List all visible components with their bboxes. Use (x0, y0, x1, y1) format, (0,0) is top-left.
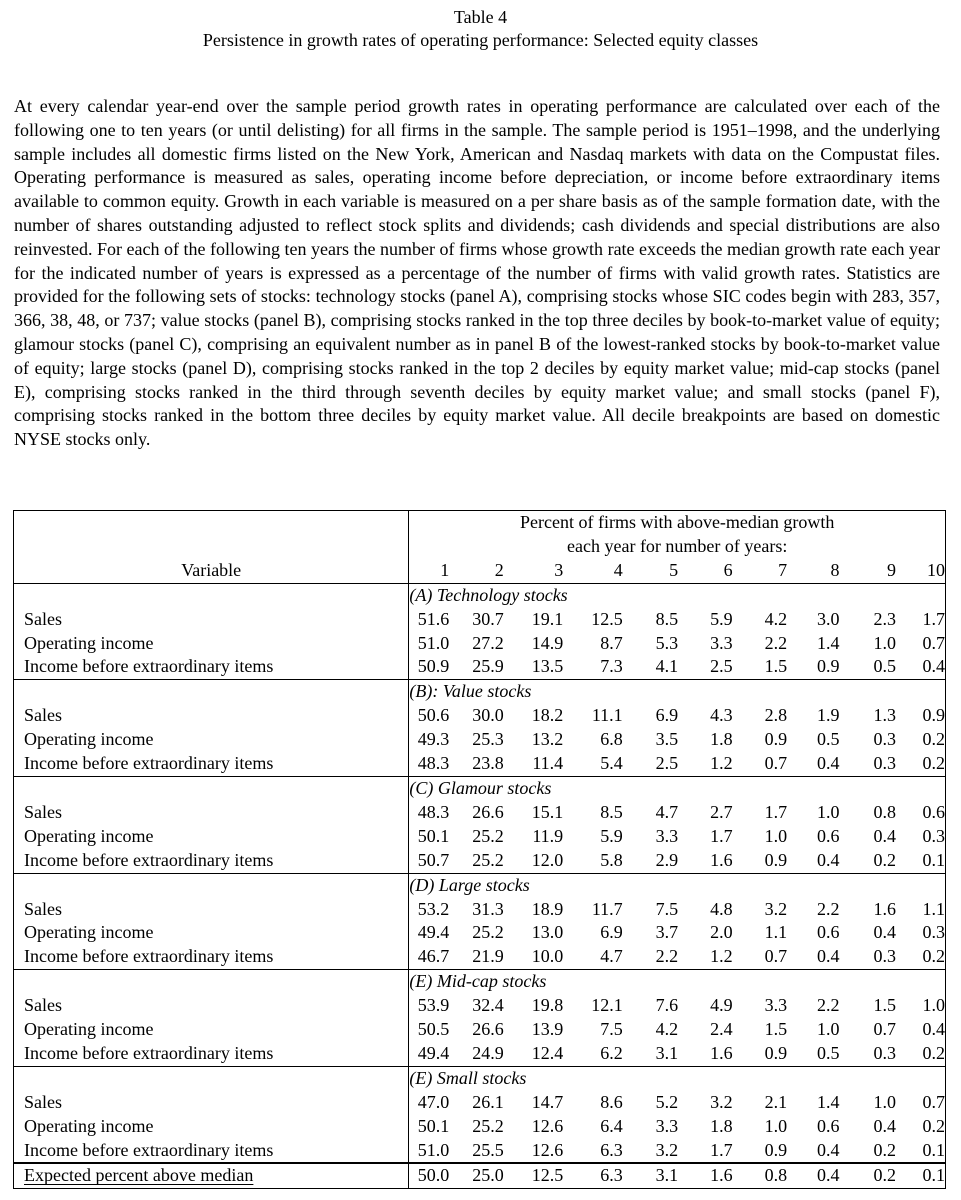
table-cell: 6.3 (600, 1139, 623, 1160)
table-cell: 14.7 (531, 1091, 564, 1112)
table-cell: 0.9 (764, 849, 788, 870)
table-cell: 26.6 (472, 1019, 504, 1040)
table-cell: 3.1 (623, 1163, 678, 1188)
table-cell: 2.2 (817, 898, 840, 919)
table-cell: 0.5 (817, 1042, 840, 1063)
table-cell: 50.9 (409, 655, 449, 679)
table-cell: 1.7 (710, 825, 733, 846)
table-cell: 49.4 (409, 921, 449, 945)
group-header-line1: Percent of firms with above-median growth (409, 511, 946, 535)
table-cell: 0.2 (922, 729, 945, 750)
table-cell: 11.7 (591, 898, 623, 919)
table-cell: 1.0 (922, 995, 945, 1016)
table-cell: 1.0 (764, 1115, 788, 1136)
table-cell: 1.7 (710, 1139, 733, 1160)
table-cell: 1.5 (764, 656, 788, 677)
table-cell: 1.2 (710, 753, 733, 774)
panel-title: (D) Large stocks (409, 873, 946, 897)
year-header-7: 7 (778, 559, 788, 580)
row-label: Operating income (24, 922, 154, 943)
table-cell: 2.2 (655, 946, 679, 967)
table-header (14, 511, 946, 584)
table-cell: 46.7 (409, 945, 449, 969)
table-label: Table 4 (453, 7, 508, 27)
table-cell: 1.7 (764, 801, 788, 822)
table-cell: 49.4 (409, 1042, 449, 1066)
table-cell: 3.2 (655, 1139, 679, 1160)
row-label: Income before extraordinary items (24, 1139, 274, 1160)
table-cell: 1.4 (817, 1091, 840, 1112)
row-label: Operating income (24, 825, 154, 846)
table-cell: 12.0 (531, 849, 564, 870)
table-cell: 30.7 (472, 608, 504, 629)
table-cell: 19.8 (531, 995, 564, 1016)
table-cell: 12.1 (591, 995, 623, 1016)
table-cell: 1.0 (764, 825, 788, 846)
row-label: Operating income (24, 632, 154, 653)
table-row (14, 655, 946, 679)
table-cell: 11.9 (532, 825, 564, 846)
table-cell: 51.0 (409, 1139, 449, 1164)
table-cell: 0.2 (873, 849, 896, 870)
year-header-10: 10 (927, 559, 945, 580)
table-cell: 1.8 (710, 1115, 733, 1136)
table-cell: 51.6 (409, 608, 449, 632)
variable-header: Variable (181, 559, 242, 580)
table-cell: 14.9 (531, 632, 564, 653)
table-cell: 50.0 (409, 1163, 449, 1188)
table-body (14, 583, 946, 1189)
row-label: Sales (24, 995, 62, 1016)
row-label: Operating income (24, 729, 154, 750)
table-cell: 1.0 (817, 1019, 840, 1040)
table-cell: 2.4 (710, 1019, 733, 1040)
row-label: Income before extraordinary items (24, 849, 274, 870)
table-cell: 0.4 (873, 1115, 896, 1136)
table-row (14, 801, 946, 825)
table-cell: 25.2 (472, 849, 504, 870)
table-row (14, 945, 946, 969)
table-cell: 3.5 (655, 729, 679, 750)
table-cell: 12.6 (531, 1115, 564, 1136)
table-cell: 7.5 (600, 1019, 623, 1040)
table-cell: 1.2 (710, 946, 733, 967)
table-cell: 8.6 (600, 1091, 623, 1112)
data-table (13, 510, 946, 1189)
table-cell: 7.6 (655, 995, 679, 1016)
table-cell: 8.7 (600, 632, 623, 653)
table-cell: 0.3 (873, 753, 896, 774)
table-row (14, 752, 946, 776)
table-cell: 12.6 (531, 1139, 564, 1160)
row-label: Income before extraordinary items (24, 656, 274, 677)
year-header-5: 5 (669, 559, 679, 580)
table-cell: 3.3 (655, 1115, 679, 1136)
table-row (14, 608, 946, 632)
table-cell: 53.9 (409, 994, 449, 1018)
table-cell: 4.3 (710, 705, 733, 726)
table-cell: 4.2 (764, 608, 788, 629)
row-label: Sales (24, 608, 62, 629)
table-row (14, 632, 946, 656)
table-cell: 47.0 (409, 1091, 449, 1115)
table-cell: 0.4 (817, 1139, 840, 1160)
table-cell: 2.2 (764, 632, 788, 653)
table-cell: 1.6 (710, 1042, 733, 1063)
table-cell: 6.9 (600, 922, 623, 943)
table-cell: 0.4 (873, 922, 896, 943)
table-cell: 0.7 (873, 1019, 896, 1040)
panel-title-row (14, 776, 946, 800)
year-header-4: 4 (613, 559, 623, 580)
table-cell: 19.1 (531, 608, 564, 629)
table-cell: 3.2 (764, 898, 788, 919)
table-cell: 25.2 (472, 1115, 504, 1136)
table-cell: 32.4 (472, 995, 504, 1016)
table-cell: 3.2 (710, 1091, 733, 1112)
table-cell: 2.0 (710, 922, 733, 943)
table-cell: 0.8 (873, 801, 896, 822)
table-row (14, 921, 946, 945)
table-cell: 5.9 (710, 608, 733, 629)
year-header-1: 1 (409, 559, 449, 583)
table-cell: 6.9 (655, 705, 679, 726)
table-cell: 0.4 (817, 946, 840, 967)
table-cell: 5.9 (600, 825, 623, 846)
table-cell: 50.1 (409, 825, 449, 849)
table-cell: 1.6 (710, 849, 733, 870)
table-cell: 4.7 (600, 946, 623, 967)
table-cell: 50.1 (409, 1115, 449, 1139)
table-cell: 1.6 (873, 898, 896, 919)
table-cell: 1.7 (922, 608, 945, 629)
table-cell: 27.2 (472, 632, 504, 653)
expected-row-label: Expected percent above median (24, 1165, 254, 1186)
table-cell: 0.9 (922, 705, 945, 726)
table-row (14, 898, 946, 922)
table-cell: 5.2 (655, 1091, 679, 1112)
table-cell: 0.3 (922, 825, 945, 846)
table-cell: 0.3 (873, 729, 896, 750)
table-cell: 18.2 (531, 705, 564, 726)
table-cell: 0.4 (817, 849, 840, 870)
row-label: Sales (24, 801, 62, 822)
table-row (14, 1018, 946, 1042)
table-cell: 2.2 (817, 995, 840, 1016)
table-cell: 2.8 (764, 705, 788, 726)
table-row (14, 1042, 946, 1066)
table-cell: 50.6 (409, 704, 449, 728)
year-header-row (14, 559, 946, 583)
row-label: Sales (24, 705, 62, 726)
table-cell: 1.3 (873, 705, 896, 726)
year-header-8: 8 (830, 559, 840, 580)
year-header-6: 6 (723, 559, 733, 580)
row-label: Income before extraordinary items (24, 753, 274, 774)
table-cell: 6.2 (600, 1042, 623, 1063)
table-cell: 4.2 (655, 1019, 679, 1040)
table-row (14, 1139, 946, 1164)
table-cell: 31.3 (472, 898, 504, 919)
table-cell: 7.5 (655, 898, 679, 919)
table-cell: 24.9 (472, 1042, 504, 1063)
table-cell: 0.6 (817, 922, 840, 943)
table-cell: 0.4 (787, 1163, 839, 1188)
table-row (14, 849, 946, 873)
table-cell: 30.0 (472, 705, 504, 726)
table-cell: 12.5 (504, 1163, 564, 1188)
row-label: Operating income (24, 1115, 154, 1136)
table-cell: 0.2 (922, 1115, 945, 1136)
table-cell: 3.3 (710, 632, 733, 653)
panel-title-row (14, 970, 946, 994)
abstract-paragraph: At every calendar year-end over the sample period growth rates in operating performance are calculated over each of the following one to ten years (or until delisting) for all firms in the sample. The sample period is 1951–1998, and the underlying sample includes all domestic firms listed on the New York, American and Nasdaq markets with data on the Compustat files. Operating performance is measured as sales, operating income before depreciation, or income before extraordinary items available to common equity. Growth in each variable is measured on a per share basis as of the sample formation date, with the number of shares outstanding adjusted to reflect stock splits and dividends; cash dividends and special distributions are also reinvested. For each of the following ten years the number of firms whose growth rate exceeds the median growth rate each year for the indicated number of years is expressed as a percentage of the number of firms with valid growth rates. Statistics are provided for the following sets of stocks: technology stocks (panel A), comprising stocks whose SIC codes begin with 283, 357, 366, 38, 48, or 737; value stocks (panel B), comprising stocks ranked in the top three deciles by book-to-market value of equity; glamour stocks (panel C), comprising an equivalent number as in panel B of the lowest-ranked stocks by book-to-market value of equity; large stocks (panel D), comprising stocks ranked in the top 2 deciles by equity market value; mid-cap stocks (panel E), comprising stocks ranked in the third through seventh deciles by equity market value; and small stocks (panel F), comprising stocks ranked in the bottom three deciles by equity market value. All decile breakpoints are based on domestic NYSE stocks only. (14, 96, 940, 450)
table-cell: 0.2 (873, 1139, 896, 1160)
table-cell: 0.9 (764, 729, 788, 750)
table-cell: 1.1 (764, 922, 788, 943)
panel-title: (B): Value stocks (409, 680, 946, 704)
row-label: Sales (24, 898, 62, 919)
table-cell: 0.7 (764, 946, 788, 967)
table-cell: 3.0 (817, 608, 840, 629)
table-cell: 0.1 (922, 849, 945, 870)
table-cell: 1.8 (710, 729, 733, 750)
table-cell: 5.3 (655, 632, 679, 653)
table-cell: 23.8 (472, 753, 504, 774)
table-cell: 26.6 (472, 801, 504, 822)
table-cell: 0.1 (922, 1139, 945, 1160)
table-cell: 1.0 (873, 632, 896, 653)
table-cell: 3.3 (764, 995, 788, 1016)
table-cell: 25.5 (472, 1139, 504, 1160)
table-cell: 1.5 (873, 995, 896, 1016)
table-cell: 8.5 (655, 608, 679, 629)
table-cell: 3.1 (655, 1042, 679, 1063)
table-cell: 0.8 (733, 1163, 787, 1188)
table-cell: 50.5 (409, 1018, 449, 1042)
table-cell: 1.6 (678, 1163, 732, 1188)
table-cell: 11.1 (591, 705, 623, 726)
table-cell: 4.8 (710, 898, 733, 919)
table-cell: 1.1 (922, 898, 945, 919)
table-row (14, 728, 946, 752)
table-cell: 25.9 (472, 656, 504, 677)
table-cell: 0.7 (764, 753, 788, 774)
panel-title-row (14, 873, 946, 897)
title-block (0, 6, 961, 52)
table-cell: 0.4 (922, 1019, 945, 1040)
table-cell: 15.1 (531, 801, 564, 822)
table-cell: 13.9 (531, 1019, 564, 1040)
table-cell: 4.9 (710, 995, 733, 1016)
table-cell: 10.0 (531, 946, 564, 967)
table-cell: 0.9 (764, 1139, 788, 1160)
row-label: Operating income (24, 1019, 154, 1040)
table-cell: 12.4 (531, 1042, 564, 1063)
table-cell: 13.0 (531, 922, 564, 943)
year-header-2: 2 (494, 559, 504, 580)
table-cell: 21.9 (472, 946, 504, 967)
table-cell: 2.9 (655, 849, 679, 870)
table-cell: 6.3 (563, 1163, 623, 1188)
table-cell: 2.1 (764, 1091, 788, 1112)
table-cell: 8.5 (600, 801, 623, 822)
table-cell: 0.6 (817, 825, 840, 846)
row-label: Income before extraordinary items (24, 946, 274, 967)
group-header-line2: each year for number of years: (409, 535, 946, 559)
table-cell: 50.7 (409, 849, 449, 873)
panel-title-row (14, 680, 946, 704)
row-label: Sales (24, 1091, 62, 1112)
table-cell: 0.4 (817, 753, 840, 774)
table-cell: 2.7 (710, 801, 733, 822)
table-cell: 48.3 (409, 752, 449, 776)
table-cell: 25.3 (472, 729, 504, 750)
row-label: Income before extraordinary items (24, 1042, 274, 1063)
table-cell: 0.2 (922, 753, 945, 774)
panel-title: (E) Small stocks (409, 1066, 946, 1090)
table-cell: 6.4 (600, 1115, 623, 1136)
table-cell: 25.0 (449, 1163, 503, 1188)
table-cell: 0.9 (817, 656, 840, 677)
table-cell: 0.1 (896, 1163, 946, 1188)
table-cell: 6.8 (600, 729, 623, 750)
table-row (14, 704, 946, 728)
table-cell: 4.1 (655, 656, 679, 677)
panel-title: (E) Mid-cap stocks (409, 970, 946, 994)
table-cell: 5.8 (600, 849, 623, 870)
table-cell: 1.4 (817, 632, 840, 653)
year-header-3: 3 (554, 559, 564, 580)
table-cell: 4.7 (655, 801, 679, 822)
table-cell: 3.3 (655, 825, 679, 846)
table-cell: 0.3 (873, 946, 896, 967)
table-cell: 2.5 (655, 753, 679, 774)
table-cell: 1.0 (817, 801, 840, 822)
table-cell: 13.5 (531, 656, 564, 677)
table-cell: 11.4 (532, 753, 564, 774)
table-caption: Persistence in growth rates of operating performance: Selected equity classes (202, 30, 759, 50)
table-cell: 26.1 (472, 1091, 504, 1112)
table-cell: 25.2 (472, 922, 504, 943)
table-cell: 1.5 (764, 1019, 788, 1040)
table-cell: 0.7 (922, 1091, 945, 1112)
panel-title: (A) Technology stocks (409, 583, 946, 607)
table-cell: 0.4 (922, 656, 945, 677)
table-cell: 0.2 (922, 1042, 945, 1063)
table-cell: 0.6 (817, 1115, 840, 1136)
table-row (14, 1091, 946, 1115)
table-cell: 51.0 (409, 632, 449, 656)
table-cell: 25.2 (472, 825, 504, 846)
table-cell: 2.3 (873, 608, 896, 629)
table-row (14, 1115, 946, 1139)
table-cell: 0.5 (817, 729, 840, 750)
table-cell: 2.5 (710, 656, 733, 677)
year-header-9: 9 (886, 559, 896, 580)
panel-title: (C) Glamour stocks (409, 776, 946, 800)
table-cell: 7.3 (600, 656, 623, 677)
table-cell: 0.6 (922, 801, 945, 822)
table-cell: 0.7 (922, 632, 945, 653)
table-cell: 0.2 (922, 946, 945, 967)
table-cell: 5.4 (600, 753, 623, 774)
table-cell: 1.9 (817, 705, 840, 726)
table-cell: 12.5 (591, 608, 623, 629)
panel-title-row (14, 1066, 946, 1090)
table-cell: 0.4 (873, 825, 896, 846)
table-row (14, 825, 946, 849)
table-cell: 0.9 (764, 1042, 788, 1063)
table-cell: 49.3 (409, 728, 449, 752)
panel-title-row (14, 583, 946, 607)
table-cell: 0.3 (922, 922, 945, 943)
table-cell: 1.0 (873, 1091, 896, 1112)
expected-row (14, 1163, 946, 1188)
table-row (14, 994, 946, 1018)
table-cell: 0.3 (873, 1042, 896, 1063)
table-cell: 3.7 (655, 922, 679, 943)
table-cell: 0.2 (840, 1163, 896, 1188)
table-cell: 18.9 (531, 898, 564, 919)
table-cell: 53.2 (409, 898, 449, 922)
table-cell: 13.2 (531, 729, 564, 750)
table-cell: 48.3 (409, 801, 449, 825)
table-cell: 0.5 (873, 656, 896, 677)
